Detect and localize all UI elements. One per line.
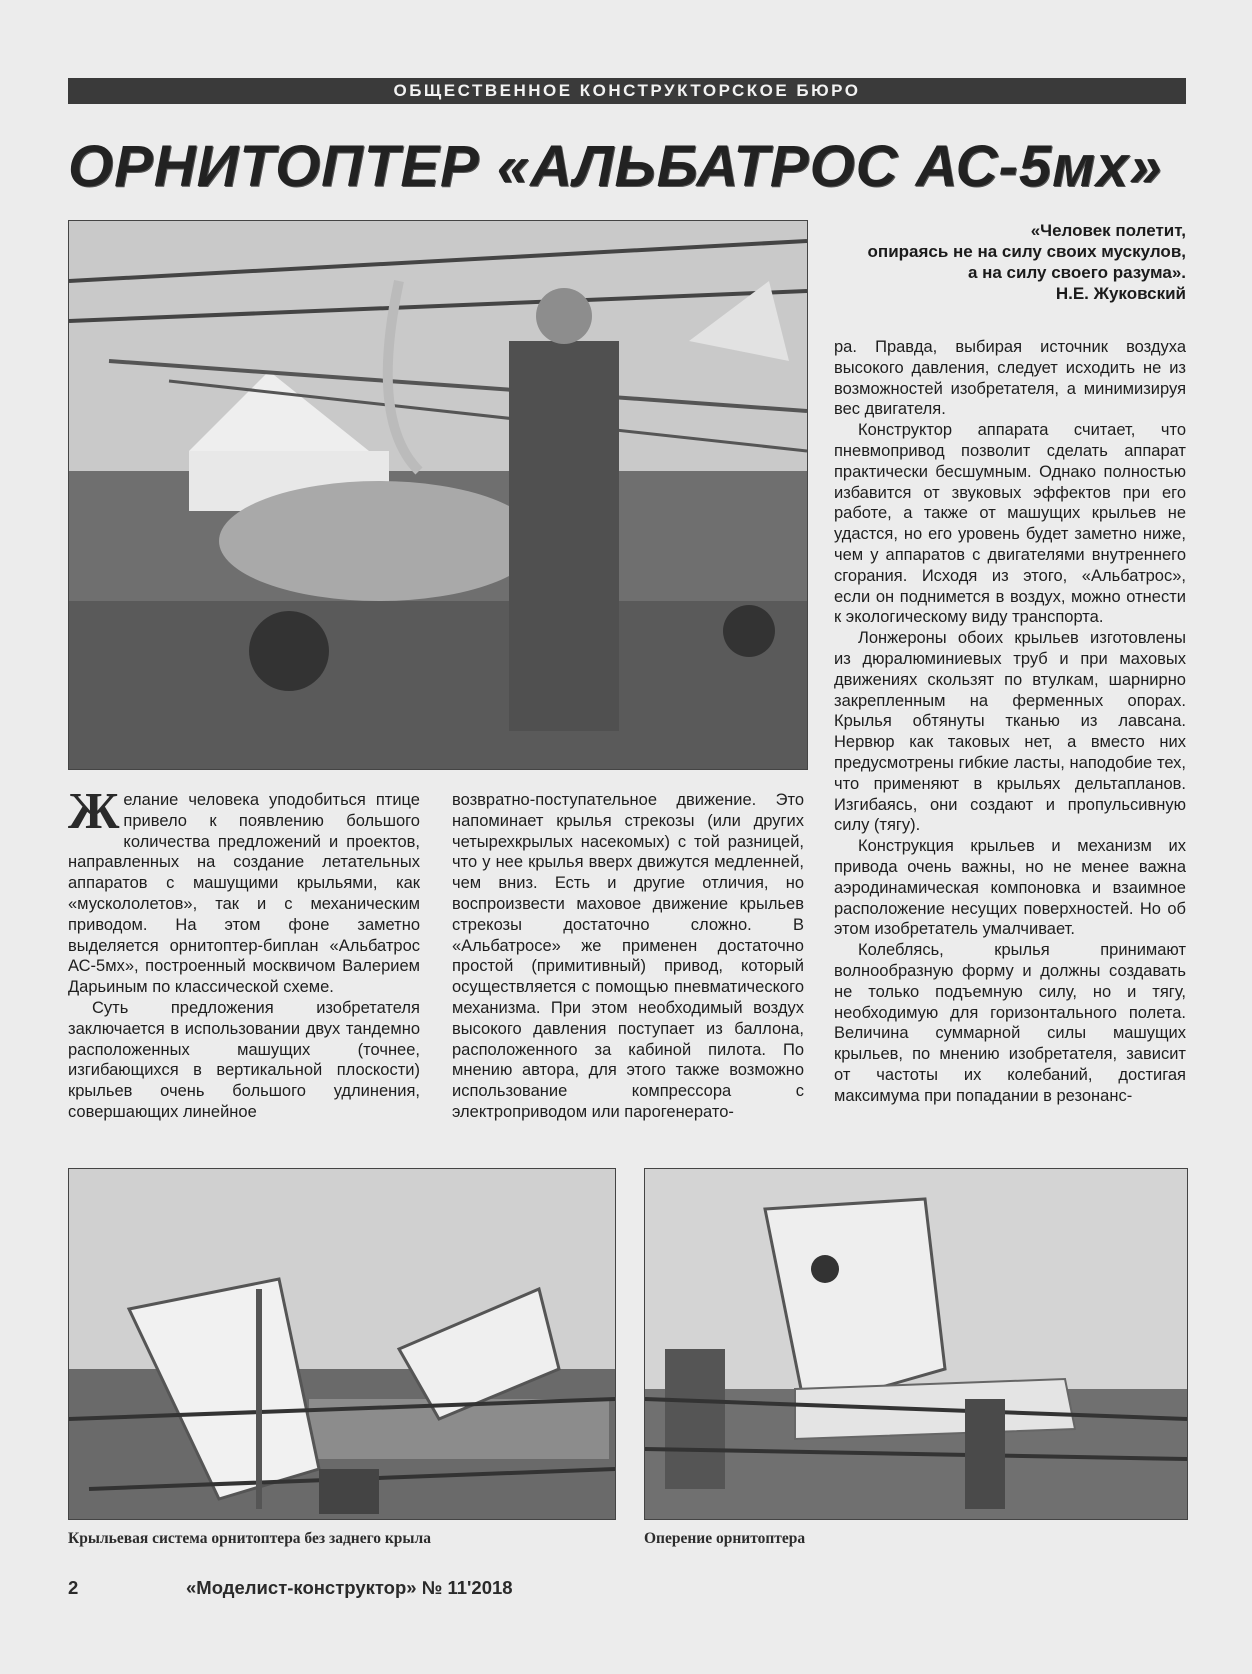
paragraph: возвратно-поступательное движение. Это напоминает крылья стрекозы (или других четырехкрылых насекомых) с той разницей, что у нее крылья вверх движутся медленней, чем вниз. Есть и другие отличия, но воспроизвести маховое движение крыльев стрекозы достаточно сложно. В «Альбатросе» же применен достаточно простой (примитивный) привод, который осуществляется с помощью пневматического механизма. При этом необходимый воздух высокого давления поступает из баллона, расположенного за кабиной пилота. По мнению автора, для этого также возможно использование компрессора с электроприводом или парогенерато- <box>452 791 804 1121</box>
paragraph: Лонжероны обоих крыльев изготовлены из дюралюминиевых труб и при маховых движениях скользят по втулкам, шарнирно закрепленным на ферменных опорах. Крылья обтянуты тканью из лавсана. Нервюр как таковых нет, а вместо них предусмотрены гибкие ласты, наподобие тех, что применяют в крыльях дельтапланов. Изгибаясь, они создают и пропульсивную силу (тягу). <box>834 629 1186 835</box>
article-title: ОРНИТОПТЕР «АЛЬБАТРОС АС-5мх» <box>68 134 1163 199</box>
wing-system-image <box>69 1169 615 1519</box>
epigraph-line: а на силу своего разума». <box>967 263 1186 282</box>
photo-caption-right: Оперение орнитоптера <box>644 1530 806 1547</box>
section-title: ОБЩЕСТВЕННОЕ КОНСТРУКТОРСКОЕ БЮРО <box>393 81 861 100</box>
paragraph: ра. Правда, выбирая источник воздуха высокого давления, следует исходить не из возможностей изобретателя, а минимизируя вес двигателя. <box>834 338 1186 419</box>
epigraph-line: «Человек полетит, <box>1030 221 1186 240</box>
epigraph-line: опираясь не на силу своих мускулов, <box>867 242 1186 261</box>
paragraph: Конструктор аппарата считает, что пневмопривод позволит сделать аппарат практически бесшумным. Однако полностью избавится от звуковых эффектов при его работе, а также от машущих крыльев не удастся, но его уровень будет заметно ниже, чем у аппаратов с двигателями внутреннего сгорания. Исходя из этого, «Альбатрос», если он поднимется в воздух, можно отнести к экологическому виду транспорта. <box>834 421 1186 627</box>
paragraph: Суть предложения изобретателя заключается в использовании двух тандемно расположенных машущих (точнее, изгибающихся в вертикальной плоскости) крыльев очень большого удлинения, совершающих линейное <box>68 998 420 1121</box>
wing-system-photo <box>68 1168 616 1520</box>
epigraph <box>820 220 1186 304</box>
article-column-3 <box>834 337 1186 1171</box>
page-number: 2 <box>68 1577 79 1598</box>
tail-assembly-image <box>645 1169 1187 1519</box>
tail-photo <box>644 1168 1188 1520</box>
photo-caption-left: Крыльевая система орнитоптера без заднего крыла <box>68 1530 431 1547</box>
epigraph-author: Н.Е. Жуковский <box>1055 284 1186 303</box>
paragraph-text: елание человека уподобиться птице привело к появлению большого количества предложений и проектов, направленных на создание летательных аппаратов с машущими крыльями, как «мускололетов», так и с механическим приводом. На этом фоне заметно выделяется орнитоптер-биплан «Альбатрос АС-5мх», построенный москвичом Валерием Дарьиным по классической схеме. <box>68 791 420 997</box>
dropcap: Ж <box>68 790 120 840</box>
magazine-issue: «Моделист-конструктор» № 11'2018 <box>186 1577 513 1598</box>
ornithopter-with-inventor-image <box>69 221 807 769</box>
paragraph: Конструкция крыльев и механизм их привода очень важны, но не менее важна аэродинамическая компоновка и взаимное расположение несущих поверхностей. Но об этом изобретатель умалчивает. <box>834 837 1186 939</box>
main-photo <box>68 220 808 770</box>
article-column-1 <box>68 790 420 1171</box>
paragraph-with-dropcap <box>68 790 420 998</box>
section-header-bar <box>68 78 1186 104</box>
paragraph: Колеблясь, крылья принимают волнообразную форму и должны создавать не только подъемную силу, но и тягу, необходимую для горизонтального полета. Величина суммарной силы машущих крыльев, по мнению изобретателя, зависит от частоты их колебаний, достигая максимума при попадании в резонанс- <box>834 941 1186 1105</box>
article-column-2 <box>452 790 804 1171</box>
